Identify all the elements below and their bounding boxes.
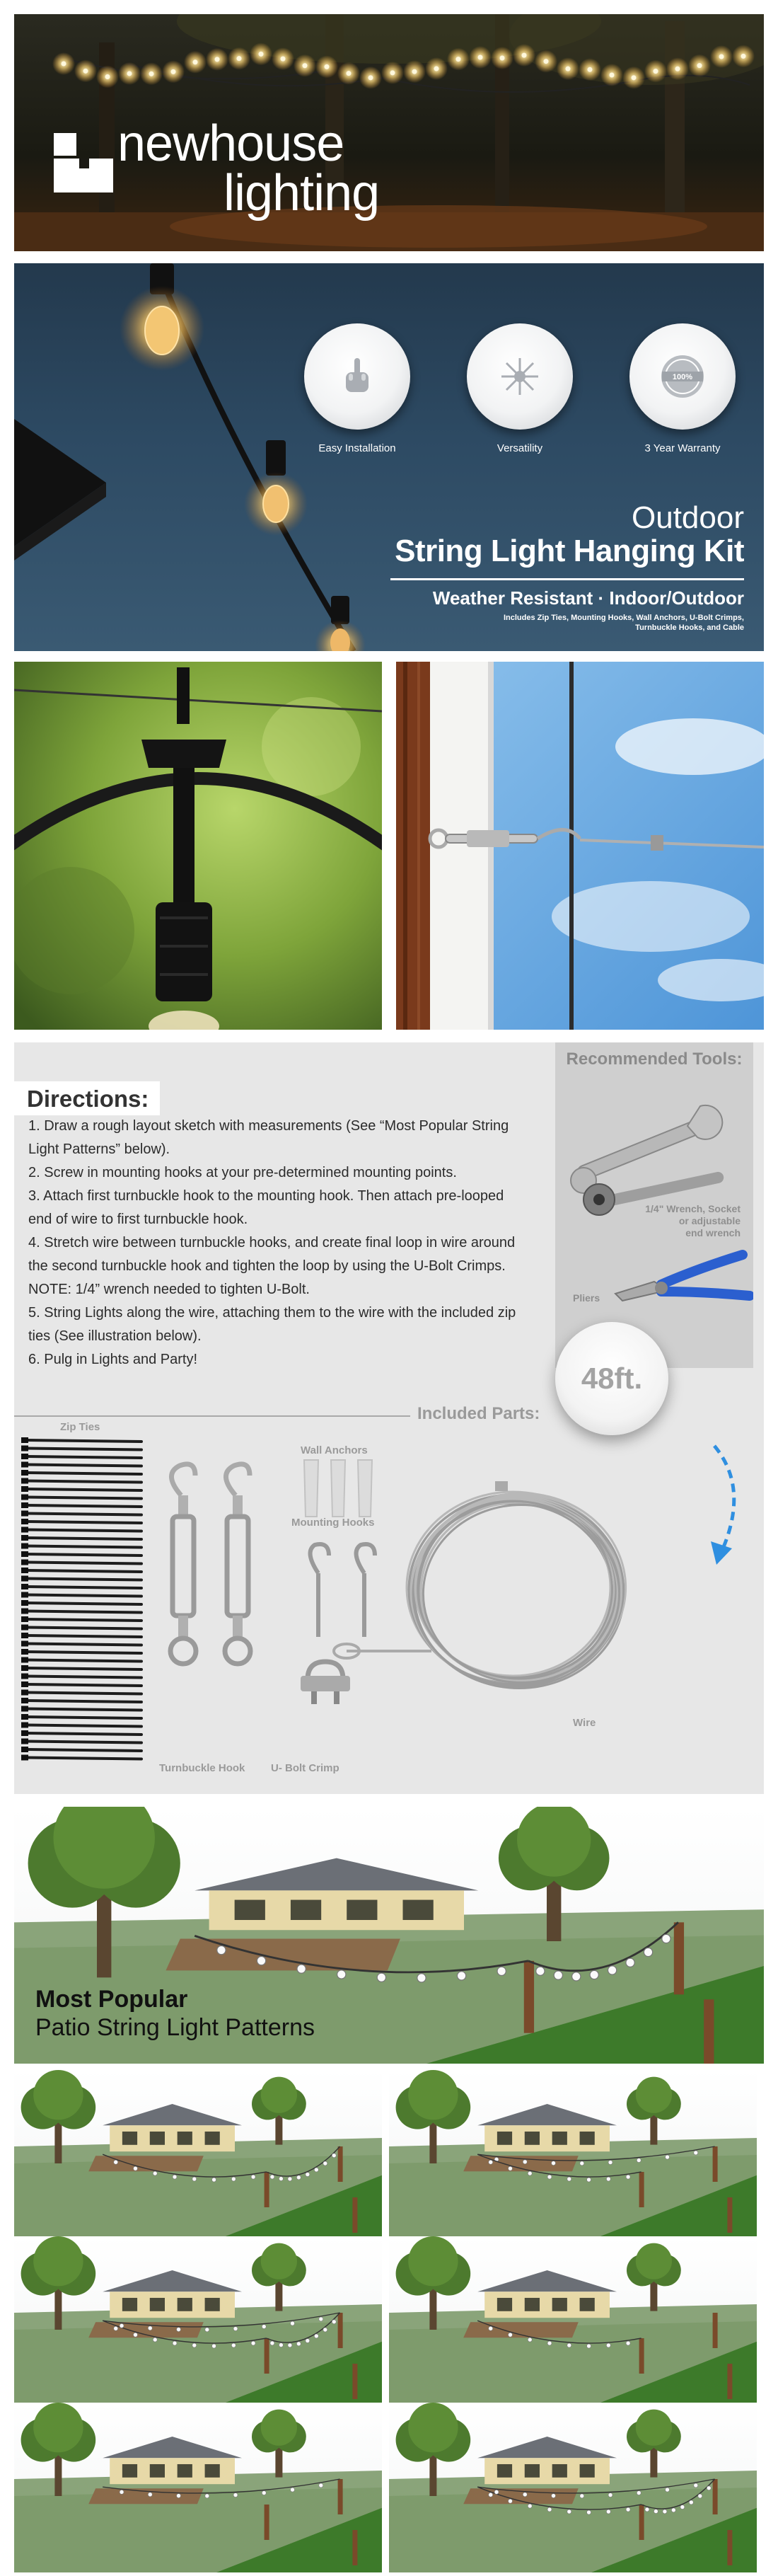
direction-step: 5. String Lights along the wire, attaching them to the wire with the included zip ties (See illustration below). bbox=[28, 1305, 516, 1344]
zip-ties-label: Zip Ties bbox=[60, 1421, 100, 1433]
brand-mark-icon bbox=[54, 133, 113, 192]
kit-subtitle: Outdoor bbox=[632, 500, 744, 535]
patterns-hero bbox=[14, 1807, 764, 2064]
patterns-title-bold: Most Popular bbox=[35, 1986, 188, 2013]
wire-coil-icon bbox=[407, 1481, 626, 1689]
lamp-on-wire-photo bbox=[14, 662, 382, 1030]
dashed-arrow-icon bbox=[714, 1446, 734, 1552]
pattern-thumbnail-4 bbox=[389, 2236, 757, 2406]
svg-text:or adjustable: or adjustable bbox=[678, 1215, 741, 1226]
kit-feature-line: Weather Resistant · Indoor/Outdoor bbox=[432, 587, 744, 609]
svg-text:end wrench: end wrench bbox=[685, 1227, 741, 1238]
feature-label: 3 Year Warranty bbox=[644, 442, 721, 454]
mounting-hooks-icon bbox=[310, 1544, 375, 1637]
brand-name: newhouse bbox=[117, 115, 344, 172]
directions-heading: Directions: bbox=[14, 1081, 160, 1115]
warranty-seal-icon bbox=[658, 352, 707, 401]
turnbuckle-installed-photo bbox=[396, 662, 764, 1030]
wall-anchors-label: Wall Anchors bbox=[301, 1444, 368, 1456]
kit-divider bbox=[390, 578, 744, 580]
direction-step: 6. Pulg in Lights and Party! bbox=[28, 1352, 198, 1367]
tools-title: Recommended Tools: bbox=[566, 1050, 743, 1069]
pattern-thumbnail-6 bbox=[389, 2403, 757, 2572]
feature-versatility bbox=[460, 323, 580, 454]
feature-label: Versatility bbox=[497, 442, 543, 454]
wall-anchors-icon bbox=[304, 1460, 372, 1517]
svg-text:100%: 100% bbox=[672, 373, 693, 381]
wire-length-badge bbox=[555, 1322, 668, 1435]
direction-step: 1. Draw a rough layout sketch with measurements (See “Most Popular String Light Patterns” below). bbox=[28, 1118, 509, 1157]
included-parts-illustration bbox=[14, 1396, 764, 1793]
u-bolt-crimp-label: U- Bolt Crimp bbox=[271, 1762, 339, 1774]
mounting-hooks-label: Mounting Hooks bbox=[291, 1517, 375, 1529]
hero-banner bbox=[14, 14, 764, 251]
recommended-tools-box bbox=[555, 1042, 753, 1368]
pattern-thumbnail-1 bbox=[14, 2070, 382, 2240]
pattern-thumbnail-5 bbox=[14, 2403, 382, 2572]
brand-logo bbox=[54, 115, 380, 222]
wire-label: Wire bbox=[573, 1717, 596, 1729]
pattern-thumbnail-2 bbox=[389, 2070, 757, 2240]
direction-step: 3. Attach first turnbuckle hook to the mounting hook. Then attach pre-looped end of wire to first turnbuckle hook. bbox=[28, 1188, 504, 1227]
pattern-thumbnail-3 bbox=[14, 2236, 382, 2406]
directions-list bbox=[28, 1115, 523, 1372]
wire-length-text: 48ft. bbox=[581, 1362, 643, 1395]
zip-ties-icon bbox=[21, 1437, 141, 1761]
directions-panel bbox=[14, 1042, 764, 1794]
included-parts-title: Included Parts: bbox=[417, 1404, 540, 1423]
feature-warranty bbox=[622, 323, 743, 454]
star-burst-arrows-icon bbox=[497, 354, 542, 399]
kit-includes-text: Includes Zip Ties, Mounting Hooks, Wall Anchors, U-Bolt Crimps, Turnbuckle Hooks, and Cable bbox=[503, 614, 744, 632]
kit-banner bbox=[14, 263, 764, 651]
patterns-title-regular: Patio String Light Patterns bbox=[35, 2014, 315, 2041]
kit-title: String Light Hanging Kit bbox=[395, 534, 744, 568]
hand-pointer-icon bbox=[336, 355, 378, 398]
feature-easy-installation bbox=[297, 323, 417, 454]
pliers-icon bbox=[615, 1255, 750, 1301]
turnbuckle-hook-label: Turnbuckle Hook bbox=[159, 1762, 245, 1774]
turnbuckle-hook-icon bbox=[170, 1464, 250, 1664]
brand-tagline: lighting bbox=[223, 165, 380, 222]
direction-step: 4. Stretch wire between turnbuckle hooks, and create final loop in wire around the second turnbuckle hook and tighten the loop by using the U-Bolt Crimps. NOTE: 1/4” wrench needed to tighten U-Bolt. bbox=[28, 1235, 516, 1297]
feature-label: Easy Installation bbox=[318, 442, 396, 454]
direction-step: 2. Screw in mounting hooks at your pre-determined mounting points. bbox=[28, 1165, 457, 1180]
svg-text:1/4" Wrench, Socket: 1/4" Wrench, Socket bbox=[645, 1203, 741, 1214]
u-bolt-crimp-icon bbox=[301, 1662, 350, 1704]
svg-text:Pliers: Pliers bbox=[573, 1292, 600, 1304]
